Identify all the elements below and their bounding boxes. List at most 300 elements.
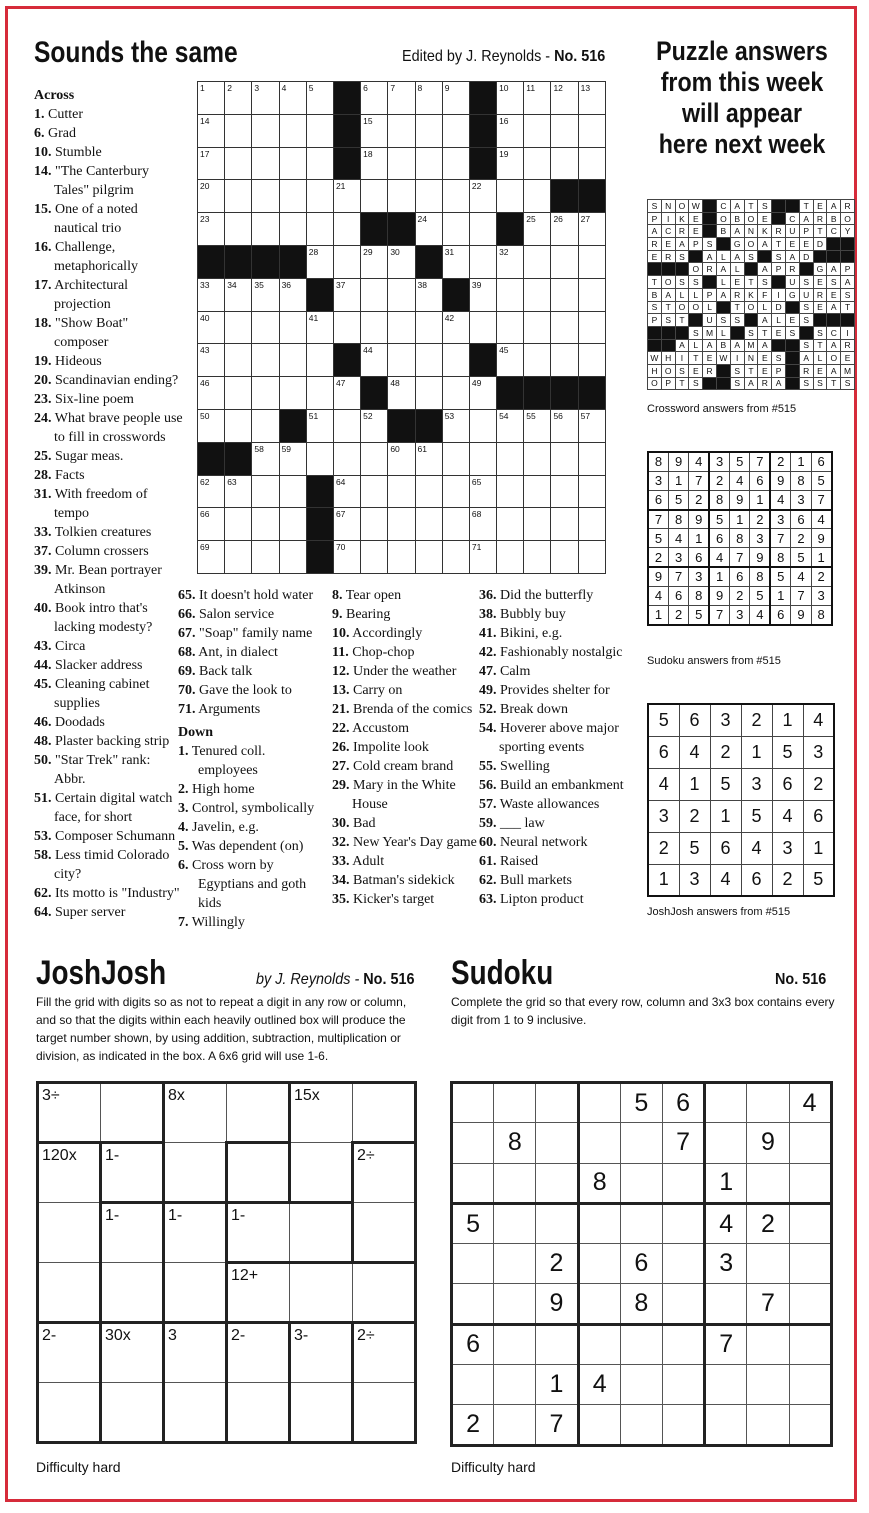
crossword-cell[interactable] bbox=[252, 180, 279, 213]
crossword-cell[interactable] bbox=[469, 311, 496, 344]
crossword-cell[interactable] bbox=[198, 213, 225, 246]
crossword-cell[interactable] bbox=[551, 245, 578, 278]
crossword-cell[interactable] bbox=[361, 147, 388, 180]
sudoku-empty-cell[interactable] bbox=[494, 1083, 536, 1123]
crossword-cell[interactable] bbox=[415, 344, 442, 377]
joshjosh-cell[interactable] bbox=[164, 1323, 227, 1383]
sudoku-empty-cell[interactable] bbox=[452, 1244, 494, 1284]
crossword-cell[interactable] bbox=[497, 114, 524, 147]
sudoku-empty-cell[interactable] bbox=[705, 1365, 747, 1405]
joshjosh-cell[interactable] bbox=[353, 1323, 416, 1383]
joshjosh-cell[interactable] bbox=[101, 1143, 164, 1203]
crossword-cell[interactable] bbox=[551, 213, 578, 246]
crossword-cell[interactable] bbox=[497, 409, 524, 442]
crossword-cell[interactable] bbox=[524, 213, 551, 246]
crossword-cell[interactable] bbox=[333, 311, 360, 344]
sudoku-empty-cell[interactable] bbox=[747, 1163, 789, 1203]
crossword-cell[interactable] bbox=[333, 278, 360, 311]
crossword-cell[interactable] bbox=[388, 114, 415, 147]
crossword-cell[interactable] bbox=[361, 311, 388, 344]
crossword-cell[interactable] bbox=[442, 311, 469, 344]
crossword-cell[interactable] bbox=[225, 508, 252, 541]
crossword-cell[interactable] bbox=[415, 377, 442, 410]
crossword-cell[interactable] bbox=[279, 475, 306, 508]
crossword-cell[interactable] bbox=[497, 147, 524, 180]
crossword-cell[interactable] bbox=[333, 180, 360, 213]
crossword-cell[interactable] bbox=[469, 409, 496, 442]
crossword-cell[interactable] bbox=[198, 114, 225, 147]
joshjosh-cell[interactable] bbox=[290, 1203, 353, 1263]
crossword-cell[interactable] bbox=[469, 278, 496, 311]
crossword-cell[interactable] bbox=[415, 180, 442, 213]
sudoku-empty-cell[interactable] bbox=[536, 1083, 578, 1123]
sudoku-empty-cell[interactable] bbox=[494, 1203, 536, 1243]
answer-letter: S bbox=[772, 352, 786, 365]
crossword-cell[interactable] bbox=[442, 344, 469, 377]
crossword-cell[interactable] bbox=[524, 147, 551, 180]
crossword-cell[interactable] bbox=[497, 344, 524, 377]
crossword-cell[interactable] bbox=[252, 311, 279, 344]
crossword-cell[interactable] bbox=[198, 82, 225, 115]
sudoku-empty-cell[interactable] bbox=[452, 1365, 494, 1405]
joshjosh-cell[interactable] bbox=[38, 1143, 101, 1203]
crossword-cell[interactable] bbox=[225, 213, 252, 246]
joshjosh-cell[interactable] bbox=[290, 1263, 353, 1323]
crossword-cell[interactable] bbox=[252, 508, 279, 541]
crossword-cell[interactable] bbox=[361, 475, 388, 508]
answer-letter: T bbox=[675, 377, 689, 390]
joshjosh-cell[interactable] bbox=[353, 1143, 416, 1203]
joshjosh-cell[interactable] bbox=[353, 1203, 416, 1263]
crossword-cell[interactable] bbox=[497, 541, 524, 574]
crossword-cell[interactable] bbox=[333, 541, 360, 574]
crossword-cell[interactable] bbox=[469, 213, 496, 246]
crossword-cell[interactable] bbox=[442, 442, 469, 475]
crossword-cell[interactable] bbox=[225, 82, 252, 115]
crossword-cell[interactable] bbox=[252, 114, 279, 147]
crossword-cell[interactable] bbox=[306, 344, 333, 377]
joshjosh-cell[interactable] bbox=[38, 1323, 101, 1383]
sudoku-empty-cell[interactable] bbox=[452, 1284, 494, 1324]
joshjosh-cell[interactable] bbox=[353, 1083, 416, 1143]
crossword-cell[interactable] bbox=[306, 180, 333, 213]
crossword-cell[interactable] bbox=[225, 147, 252, 180]
crossword-cell[interactable] bbox=[524, 508, 551, 541]
crossword-cell[interactable] bbox=[578, 508, 605, 541]
crossword-cell[interactable] bbox=[279, 213, 306, 246]
crossword-cell[interactable] bbox=[551, 409, 578, 442]
sudoku-empty-cell[interactable] bbox=[747, 1083, 789, 1123]
joshjosh-cell[interactable] bbox=[38, 1263, 101, 1323]
sudoku-empty-cell[interactable] bbox=[789, 1405, 831, 1445]
crossword-cell[interactable] bbox=[198, 147, 225, 180]
crossword-cell[interactable] bbox=[252, 147, 279, 180]
crossword-cell[interactable] bbox=[497, 311, 524, 344]
crossword-cell[interactable] bbox=[578, 213, 605, 246]
crossword-cell[interactable] bbox=[442, 147, 469, 180]
sudoku-empty-cell[interactable] bbox=[789, 1244, 831, 1284]
crossword-cell[interactable] bbox=[388, 311, 415, 344]
crossword-cell[interactable] bbox=[361, 82, 388, 115]
joshjosh-cell[interactable] bbox=[101, 1323, 164, 1383]
crossword-cell[interactable] bbox=[578, 147, 605, 180]
crossword-cell[interactable] bbox=[198, 541, 225, 574]
joshjosh-cell[interactable] bbox=[101, 1083, 164, 1143]
sudoku-empty-cell[interactable] bbox=[452, 1083, 494, 1123]
crossword-cell[interactable] bbox=[469, 180, 496, 213]
crossword-cell[interactable] bbox=[198, 409, 225, 442]
crossword-cell[interactable] bbox=[524, 344, 551, 377]
crossword-cell[interactable] bbox=[442, 508, 469, 541]
sudoku-empty-cell[interactable] bbox=[705, 1123, 747, 1163]
sudoku-empty-cell[interactable] bbox=[789, 1163, 831, 1203]
crossword-cell[interactable] bbox=[198, 344, 225, 377]
answer-letter: A bbox=[841, 276, 855, 289]
crossword-cell[interactable] bbox=[279, 344, 306, 377]
sudoku-empty-cell[interactable] bbox=[620, 1163, 662, 1203]
joshjosh-cell[interactable] bbox=[101, 1383, 164, 1443]
crossword-cell[interactable] bbox=[225, 377, 252, 410]
sudoku-empty-cell[interactable] bbox=[578, 1083, 620, 1123]
crossword-cell[interactable] bbox=[361, 180, 388, 213]
sudoku-empty-cell[interactable] bbox=[578, 1123, 620, 1163]
sudoku-empty-cell[interactable] bbox=[494, 1324, 536, 1364]
crossword-cell[interactable] bbox=[306, 311, 333, 344]
crossword-cell[interactable] bbox=[252, 475, 279, 508]
crossword-cell[interactable] bbox=[306, 442, 333, 475]
sudoku-empty-cell[interactable] bbox=[620, 1405, 662, 1445]
crossword-cell[interactable] bbox=[225, 475, 252, 508]
crossword-cell[interactable] bbox=[306, 377, 333, 410]
crossword-cell[interactable] bbox=[551, 475, 578, 508]
sudoku-empty-cell[interactable] bbox=[747, 1405, 789, 1445]
joshjosh-cell[interactable] bbox=[227, 1263, 290, 1323]
crossword-cell[interactable] bbox=[252, 541, 279, 574]
crossword-cell[interactable] bbox=[578, 475, 605, 508]
crossword-cell[interactable] bbox=[551, 82, 578, 115]
crossword-cell[interactable] bbox=[388, 442, 415, 475]
joshjosh-cell[interactable] bbox=[227, 1143, 290, 1203]
sudoku-empty-cell[interactable] bbox=[662, 1203, 704, 1243]
crossword-cell[interactable] bbox=[415, 442, 442, 475]
sudoku-empty-cell[interactable] bbox=[578, 1244, 620, 1284]
joshjosh-cell[interactable] bbox=[353, 1263, 416, 1323]
crossword-cell[interactable] bbox=[497, 475, 524, 508]
crossword-cell[interactable] bbox=[388, 245, 415, 278]
crossword-cell[interactable] bbox=[252, 213, 279, 246]
crossword-cell[interactable] bbox=[388, 377, 415, 410]
crossword-cell[interactable] bbox=[497, 245, 524, 278]
joshjosh-cell[interactable] bbox=[38, 1203, 101, 1263]
crossword-cell[interactable] bbox=[469, 541, 496, 574]
joshjosh-cell[interactable] bbox=[38, 1083, 101, 1143]
answer-letter: S bbox=[841, 288, 855, 301]
joshjosh-cell[interactable] bbox=[290, 1083, 353, 1143]
crossword-cell[interactable] bbox=[551, 442, 578, 475]
crossword-cell[interactable] bbox=[578, 82, 605, 115]
crossword-cell[interactable] bbox=[497, 508, 524, 541]
joshjosh-cell[interactable] bbox=[290, 1383, 353, 1443]
crossword-cell[interactable] bbox=[415, 114, 442, 147]
crossword-cell[interactable] bbox=[551, 114, 578, 147]
crossword-cell[interactable] bbox=[551, 278, 578, 311]
crossword-cell[interactable] bbox=[198, 311, 225, 344]
crossword-cell[interactable] bbox=[524, 311, 551, 344]
crossword-cell[interactable] bbox=[361, 278, 388, 311]
crossword-cell[interactable] bbox=[388, 180, 415, 213]
sudoku-empty-cell[interactable] bbox=[536, 1123, 578, 1163]
crossword-cell[interactable] bbox=[524, 82, 551, 115]
crossword-cell[interactable] bbox=[388, 508, 415, 541]
sudoku-empty-cell[interactable] bbox=[578, 1203, 620, 1243]
crossword-cell[interactable] bbox=[388, 344, 415, 377]
crossword-cell[interactable] bbox=[442, 213, 469, 246]
crossword-cell[interactable] bbox=[551, 508, 578, 541]
crossword-cell[interactable] bbox=[578, 114, 605, 147]
crossword-cell[interactable] bbox=[279, 180, 306, 213]
crossword-cell[interactable] bbox=[442, 82, 469, 115]
crossword-cell[interactable] bbox=[361, 541, 388, 574]
sudoku-empty-cell[interactable] bbox=[536, 1163, 578, 1203]
crossword-cell[interactable] bbox=[578, 245, 605, 278]
crossword-cell[interactable] bbox=[524, 541, 551, 574]
crossword-cell[interactable] bbox=[415, 475, 442, 508]
crossword-cell[interactable] bbox=[306, 114, 333, 147]
crossword-cell[interactable] bbox=[198, 508, 225, 541]
joshjosh-cell[interactable] bbox=[353, 1383, 416, 1443]
sudoku-empty-cell[interactable] bbox=[578, 1284, 620, 1324]
sudoku-empty-cell[interactable] bbox=[494, 1405, 536, 1445]
crossword-cell[interactable] bbox=[469, 442, 496, 475]
joshjosh-cell[interactable] bbox=[101, 1203, 164, 1263]
crossword-cell[interactable] bbox=[442, 377, 469, 410]
sudoku-empty-cell[interactable] bbox=[662, 1324, 704, 1364]
joshjosh-cell[interactable] bbox=[227, 1383, 290, 1443]
crossword-cell[interactable] bbox=[306, 245, 333, 278]
joshjosh-cell[interactable] bbox=[101, 1263, 164, 1323]
sudoku-empty-cell[interactable] bbox=[494, 1163, 536, 1203]
crossword-cell[interactable] bbox=[306, 82, 333, 115]
sudoku-empty-cell[interactable] bbox=[662, 1163, 704, 1203]
crossword-cell[interactable] bbox=[388, 82, 415, 115]
crossword-cell[interactable] bbox=[279, 377, 306, 410]
crossword-cell[interactable] bbox=[225, 541, 252, 574]
crossword-cell[interactable] bbox=[497, 82, 524, 115]
crossword-cell[interactable] bbox=[578, 442, 605, 475]
crossword-cell[interactable] bbox=[361, 442, 388, 475]
crossword-cell[interactable] bbox=[361, 114, 388, 147]
crossword-cell[interactable] bbox=[306, 147, 333, 180]
crossword-cell[interactable] bbox=[198, 377, 225, 410]
crossword-cell[interactable] bbox=[551, 541, 578, 574]
sudoku-empty-cell[interactable] bbox=[747, 1324, 789, 1364]
crossword-cell[interactable] bbox=[469, 508, 496, 541]
sudoku-empty-cell[interactable] bbox=[620, 1365, 662, 1405]
crossword-cell[interactable] bbox=[578, 409, 605, 442]
sudoku-empty-cell[interactable] bbox=[578, 1324, 620, 1364]
sudoku-empty-cell[interactable] bbox=[662, 1365, 704, 1405]
sudoku-empty-cell[interactable] bbox=[452, 1123, 494, 1163]
crossword-cell[interactable] bbox=[524, 475, 551, 508]
sudoku-empty-cell[interactable] bbox=[620, 1203, 662, 1243]
crossword-cell[interactable] bbox=[279, 114, 306, 147]
sudoku-empty-cell[interactable] bbox=[494, 1284, 536, 1324]
sudoku-empty-cell[interactable] bbox=[705, 1405, 747, 1445]
crossword-cell[interactable] bbox=[279, 541, 306, 574]
crossword-cell[interactable] bbox=[551, 311, 578, 344]
crossword-cell[interactable] bbox=[252, 377, 279, 410]
crossword-cell[interactable] bbox=[524, 442, 551, 475]
crossword-cell[interactable] bbox=[361, 344, 388, 377]
black-square bbox=[703, 212, 717, 225]
crossword-cell[interactable] bbox=[524, 409, 551, 442]
crossword-cell[interactable] bbox=[415, 82, 442, 115]
crossword-cell[interactable] bbox=[442, 475, 469, 508]
crossword-cell[interactable] bbox=[578, 541, 605, 574]
sudoku-empty-cell[interactable] bbox=[662, 1405, 704, 1445]
crossword-cell[interactable] bbox=[279, 311, 306, 344]
crossword-cell[interactable] bbox=[442, 245, 469, 278]
crossword-cell[interactable] bbox=[442, 409, 469, 442]
crossword-cell[interactable] bbox=[225, 180, 252, 213]
joshjosh-cell[interactable] bbox=[164, 1203, 227, 1263]
crossword-cell[interactable] bbox=[524, 245, 551, 278]
crossword-cell[interactable] bbox=[252, 344, 279, 377]
crossword-cell[interactable] bbox=[225, 114, 252, 147]
crossword-cell[interactable] bbox=[388, 278, 415, 311]
sudoku-empty-cell[interactable] bbox=[789, 1365, 831, 1405]
joshjosh-cell[interactable] bbox=[227, 1203, 290, 1263]
answer-letter: S bbox=[799, 314, 813, 327]
crossword-cell[interactable] bbox=[252, 442, 279, 475]
crossword-cell[interactable] bbox=[279, 82, 306, 115]
crossword-cell[interactable] bbox=[497, 180, 524, 213]
crossword-cell[interactable] bbox=[578, 311, 605, 344]
crossword-cell[interactable] bbox=[225, 311, 252, 344]
crossword-cell[interactable] bbox=[279, 508, 306, 541]
answer-letter: S bbox=[813, 377, 827, 390]
crossword-cell[interactable] bbox=[279, 147, 306, 180]
crossword-cell[interactable] bbox=[442, 541, 469, 574]
crossword-cell[interactable] bbox=[578, 278, 605, 311]
crossword-cell[interactable] bbox=[551, 147, 578, 180]
sudoku-empty-cell[interactable] bbox=[452, 1163, 494, 1203]
crossword-cell[interactable] bbox=[497, 278, 524, 311]
answer-digit: 7 bbox=[770, 529, 790, 548]
crossword-cell[interactable] bbox=[524, 278, 551, 311]
sudoku-empty-cell[interactable] bbox=[747, 1365, 789, 1405]
answer-digit: 2 bbox=[791, 529, 811, 548]
joshjosh-cell[interactable] bbox=[38, 1383, 101, 1443]
sudoku-empty-cell[interactable] bbox=[620, 1123, 662, 1163]
crossword-cell[interactable] bbox=[306, 213, 333, 246]
crossword-cell[interactable] bbox=[415, 541, 442, 574]
crossword-cell[interactable] bbox=[361, 245, 388, 278]
sudoku-empty-cell[interactable] bbox=[494, 1365, 536, 1405]
crossword-cell[interactable] bbox=[388, 541, 415, 574]
crossword-cell[interactable] bbox=[333, 508, 360, 541]
crossword-cell[interactable] bbox=[225, 409, 252, 442]
crossword-cell[interactable] bbox=[252, 278, 279, 311]
crossword-cell[interactable] bbox=[252, 409, 279, 442]
sudoku-empty-cell[interactable] bbox=[705, 1284, 747, 1324]
sudoku-empty-cell[interactable] bbox=[789, 1324, 831, 1364]
clue-number: 6. bbox=[34, 126, 45, 141]
sudoku-empty-cell[interactable] bbox=[536, 1203, 578, 1243]
joshjosh-cell[interactable] bbox=[164, 1263, 227, 1323]
clue-number: 33. bbox=[34, 525, 52, 540]
crossword-cell[interactable] bbox=[198, 180, 225, 213]
crossword-cell[interactable] bbox=[524, 180, 551, 213]
joshjosh-cell[interactable] bbox=[164, 1383, 227, 1443]
crossword-cell[interactable] bbox=[415, 508, 442, 541]
sudoku-empty-cell[interactable] bbox=[747, 1244, 789, 1284]
crossword-cell[interactable] bbox=[524, 114, 551, 147]
crossword-cell[interactable] bbox=[252, 82, 279, 115]
joshjosh-cell[interactable] bbox=[227, 1083, 290, 1143]
crossword-cell[interactable] bbox=[442, 114, 469, 147]
crossword-cell[interactable] bbox=[415, 147, 442, 180]
sudoku-empty-cell[interactable] bbox=[662, 1284, 704, 1324]
sudoku-empty-cell[interactable] bbox=[662, 1244, 704, 1284]
sudoku-empty-cell[interactable] bbox=[789, 1203, 831, 1243]
joshjosh-cell[interactable] bbox=[164, 1143, 227, 1203]
joshjosh-cell[interactable] bbox=[290, 1143, 353, 1203]
crossword-cell[interactable] bbox=[415, 213, 442, 246]
crossword-cell[interactable] bbox=[361, 409, 388, 442]
sudoku-empty-cell[interactable] bbox=[536, 1324, 578, 1364]
crossword-cell[interactable] bbox=[388, 147, 415, 180]
crossword-cell[interactable] bbox=[333, 475, 360, 508]
crossword-cell[interactable] bbox=[388, 475, 415, 508]
crossword-cell[interactable] bbox=[279, 442, 306, 475]
joshjosh-cell[interactable] bbox=[164, 1083, 227, 1143]
sudoku-empty-cell[interactable] bbox=[705, 1083, 747, 1123]
crossword-cell[interactable] bbox=[469, 245, 496, 278]
crossword-cell[interactable] bbox=[333, 245, 360, 278]
crossword-cell[interactable] bbox=[225, 344, 252, 377]
crossword-cell[interactable] bbox=[225, 278, 252, 311]
sudoku-empty-cell[interactable] bbox=[620, 1324, 662, 1364]
clue-text: Bubbly buy bbox=[496, 607, 566, 622]
crossword-cell[interactable] bbox=[442, 180, 469, 213]
cage-clue: 1- bbox=[231, 1207, 246, 1224]
crossword-cell[interactable] bbox=[361, 508, 388, 541]
crossword-cell[interactable] bbox=[198, 278, 225, 311]
crossword-cell[interactable] bbox=[306, 409, 333, 442]
crossword-cell[interactable] bbox=[279, 278, 306, 311]
sudoku-empty-cell[interactable] bbox=[494, 1244, 536, 1284]
crossword-cell[interactable] bbox=[198, 475, 225, 508]
answers-promo: Puzzle answers from this week will appear here next week bbox=[656, 36, 828, 159]
crossword-cell[interactable] bbox=[497, 442, 524, 475]
crossword-cell[interactable] bbox=[415, 311, 442, 344]
joshjosh-cell[interactable] bbox=[290, 1323, 353, 1383]
sudoku-empty-cell[interactable] bbox=[789, 1123, 831, 1163]
crossword-cell[interactable] bbox=[578, 344, 605, 377]
crossword-cell[interactable] bbox=[333, 377, 360, 410]
sudoku-empty-cell[interactable] bbox=[578, 1405, 620, 1445]
crossword-cell[interactable] bbox=[469, 377, 496, 410]
crossword-cell[interactable] bbox=[333, 409, 360, 442]
crossword-cell[interactable] bbox=[469, 475, 496, 508]
sudoku-empty-cell[interactable] bbox=[789, 1284, 831, 1324]
crossword-cell[interactable] bbox=[415, 278, 442, 311]
crossword-cell[interactable] bbox=[333, 213, 360, 246]
crossword-cell[interactable] bbox=[333, 442, 360, 475]
crossword-cell[interactable] bbox=[551, 344, 578, 377]
joshjosh-cell[interactable] bbox=[227, 1323, 290, 1383]
